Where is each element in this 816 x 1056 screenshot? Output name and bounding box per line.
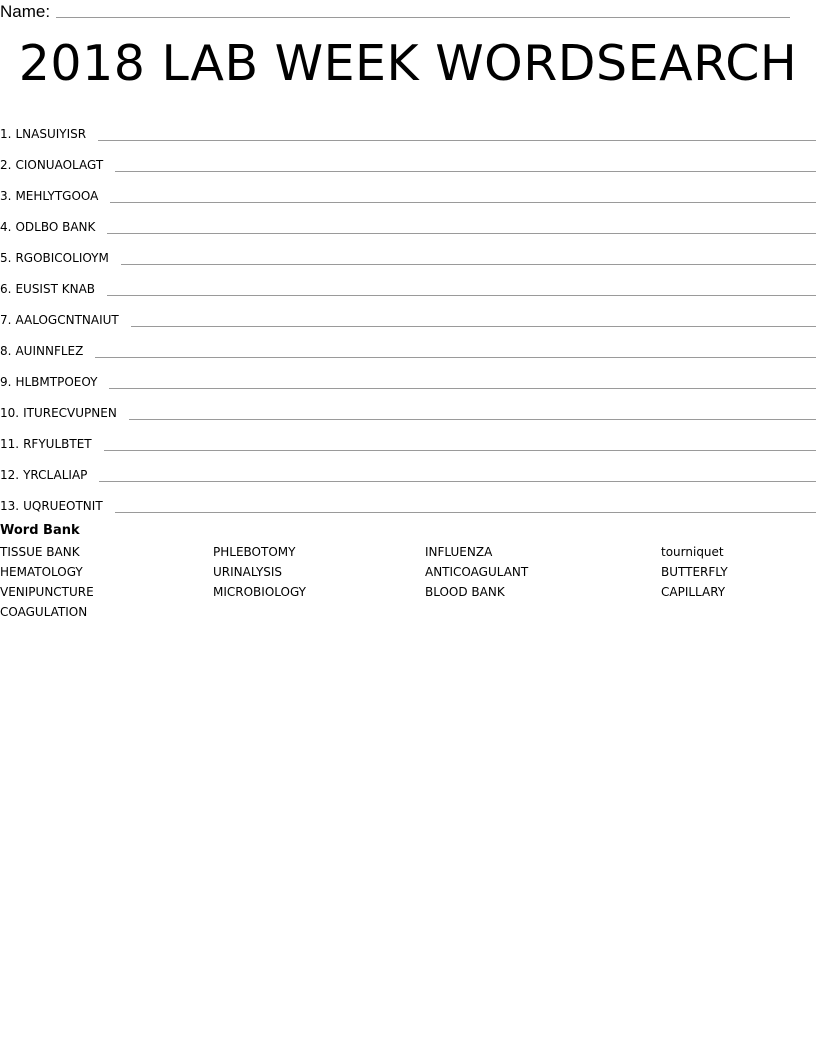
name-blank-line[interactable] (56, 17, 790, 18)
question-text (0, 281, 95, 298)
question-text (0, 250, 109, 267)
question-row (0, 236, 816, 267)
question-number: 7. (0, 313, 12, 327)
word-bank-item: MICROBIOLOGY (213, 585, 307, 599)
scrambled-word: ODLBO BANK (15, 220, 96, 234)
question-text (0, 467, 87, 484)
answer-line[interactable] (95, 357, 816, 358)
question-number: 13. (0, 499, 20, 513)
question-list (0, 112, 816, 515)
word-bank-item: COAGULATION (0, 605, 88, 619)
scrambled-word: RFYULBTET (23, 437, 92, 451)
scrambled-word: CIONUAOLAGT (15, 158, 104, 172)
question-text (0, 312, 119, 329)
scrambled-word: LNASUIYISR (15, 127, 87, 141)
word-bank-title: Word Bank (0, 523, 80, 538)
word-bank-item: PHLEBOTOMY (213, 545, 296, 559)
page-title: 2018 LAB WEEK WORDSEARCH (18, 35, 798, 92)
word-bank-item: CAPILLARY (661, 585, 726, 599)
question-row (0, 360, 816, 391)
scrambled-word: AALOGCNTNAIUT (15, 313, 119, 327)
scrambled-word: RGOBICOLIOYM (15, 251, 109, 265)
question-text (0, 405, 117, 422)
question-row (0, 205, 816, 236)
word-bank-item: ANTICOAGULANT (425, 565, 529, 579)
answer-line[interactable] (121, 264, 816, 265)
question-row (0, 484, 816, 515)
question-row (0, 298, 816, 329)
name-row (0, 0, 790, 22)
question-text (0, 498, 103, 515)
question-row (0, 329, 816, 360)
question-number: 6. (0, 282, 12, 296)
word-bank-item: tourniquet (661, 545, 724, 559)
word-bank-grid (0, 542, 816, 622)
answer-line[interactable] (99, 481, 816, 482)
question-text (0, 436, 92, 453)
scrambled-word: EUSIST KNAB (15, 282, 96, 296)
question-row (0, 267, 816, 298)
question-row (0, 453, 816, 484)
word-bank-item: VENIPUNCTURE (0, 585, 94, 599)
question-number: 11. (0, 437, 20, 451)
question-row (0, 143, 816, 174)
question-text (0, 374, 97, 391)
word-bank-item: URINALYSIS (213, 565, 283, 579)
answer-line[interactable] (129, 419, 816, 420)
question-text (0, 157, 103, 174)
answer-line[interactable] (115, 512, 816, 513)
question-number: 5. (0, 251, 12, 265)
question-number: 3. (0, 189, 12, 203)
question-number: 8. (0, 344, 12, 358)
question-row (0, 112, 816, 143)
answer-line[interactable] (107, 233, 816, 234)
answer-line[interactable] (109, 388, 816, 389)
question-text (0, 126, 86, 143)
scrambled-word: UQRUEOTNIT (23, 499, 103, 513)
question-number: 12. (0, 468, 20, 482)
scrambled-word: AUINNFLEZ (15, 344, 84, 358)
question-text (0, 219, 95, 236)
answer-line[interactable] (115, 171, 816, 172)
word-bank-item: INFLUENZA (425, 545, 493, 559)
question-number: 10. (0, 406, 20, 420)
question-row (0, 391, 816, 422)
scrambled-word: ITURECVUPNEN (23, 406, 117, 420)
answer-line[interactable] (131, 326, 816, 327)
question-number: 4. (0, 220, 12, 234)
answer-line[interactable] (104, 450, 816, 451)
answer-line[interactable] (98, 140, 816, 141)
scrambled-word: YRCLALIAP (23, 468, 88, 482)
word-bank-item: TISSUE BANK (0, 545, 80, 559)
question-number: 1. (0, 127, 12, 141)
answer-line[interactable] (107, 295, 816, 296)
question-row (0, 174, 816, 205)
name-label: Name: (0, 2, 51, 21)
question-text (0, 343, 83, 360)
question-number: 9. (0, 375, 12, 389)
word-bank-item: BLOOD BANK (425, 585, 505, 599)
answer-line[interactable] (110, 202, 816, 203)
word-bank-item: BUTTERFLY (661, 565, 728, 579)
scrambled-word: HLBMTPOEOY (15, 375, 98, 389)
word-bank (0, 522, 816, 622)
scrambled-word: MEHLYTGOOA (15, 189, 99, 203)
question-row (0, 422, 816, 453)
question-number: 2. (0, 158, 12, 172)
word-bank-item: HEMATOLOGY (0, 565, 83, 579)
question-text (0, 188, 98, 205)
